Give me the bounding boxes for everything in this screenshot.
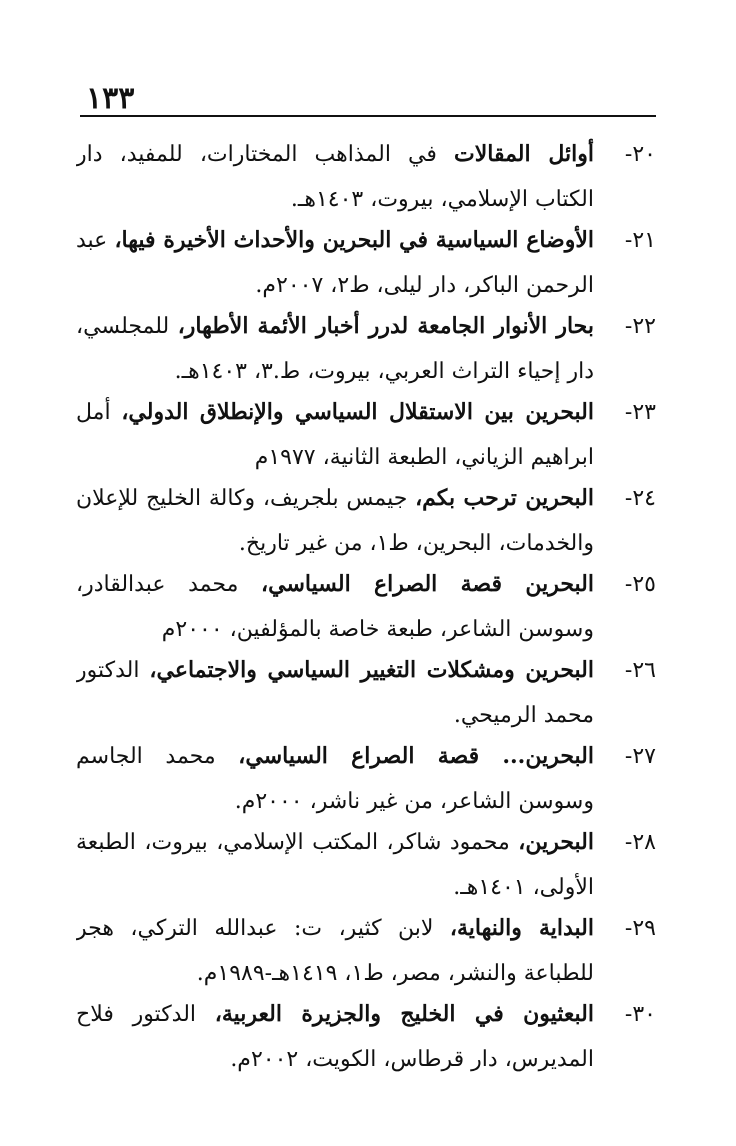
entry-body [76,992,594,1078]
entry-details: جيمس بلجريف، وكالة الخليج للإعلان والخدمات، البحرين، ط١، من غير تاريخ. [76,486,594,556]
bibliography-entry-25 [76,562,656,648]
entry-body [76,218,594,304]
entry-title: أوائل المقالات [453,141,594,167]
entry-body [76,734,594,820]
entry-number: ٢٧- [624,744,656,769]
page-number: ١٣٣ [86,81,135,116]
bibliography-entry-21 [76,218,656,304]
header-rule [80,115,656,117]
entry-body [76,820,594,906]
entry-number: ٢٢- [624,314,656,339]
bibliography-entry-24 [76,476,656,562]
entry-details: للمجلسي، دار إحياء التراث العربي، بيروت، ط.٣، ١٤٠٣هـ. [76,314,594,384]
entry-details: لابن كثير، ت: عبدالله التركي، هجر للطباعة والنشر، مصر، ط١، ١٤١٩هـ-١٩٨٩م. [76,916,594,986]
bibliography-entry-26 [76,648,656,734]
entry-number: ٢١- [624,228,656,253]
entry-number: ٢٤- [624,486,656,511]
entry-number: ٢٣- [624,400,656,425]
entry-number: ٢٩- [624,916,656,941]
entry-number: ٢٥- [624,572,656,597]
entry-number: ٣٠- [624,1002,656,1027]
entry-details: محمد الجاسم وسوسن الشاعر، من غير ناشر، ٢٠٠٠م. [76,744,594,814]
entry-details: محمود شاكر، المكتب الإسلامي، بيروت، الطبعة الأولى، ١٤٠١هـ. [76,830,594,900]
entry-details: محمد عبدالقادر، وسوسن الشاعر، طبعة خاصة بالمؤلفين، ٢٠٠٠م [76,572,594,642]
entry-body [76,648,594,734]
entry-title: البداية والنهاية، [449,915,594,941]
entry-details: الدكتور محمد الرميحي. [76,658,594,728]
entry-body [76,390,594,476]
bibliography-entry-30 [76,992,656,1078]
bibliography-entry-23 [76,390,656,476]
entry-number: ٢٨- [624,830,656,855]
entry-details: الدكتور فلاح المديرس، دار قرطاس، الكويت، ٢٠٠٢م. [76,1002,594,1072]
entry-title: البحرين ومشكلات التغيير السياسي والاجتماعي، [149,657,594,683]
bibliography-entry-20 [76,132,656,218]
bibliography-entry-27 [76,734,656,820]
entry-title: الأوضاع السياسية في البحرين والأحداث الأخيرة فيها، [114,227,594,253]
entry-title: البحرين قصة الصراع السياسي، [261,571,594,597]
entry-title: البحرين... قصة الصراع السياسي، [238,743,594,769]
entry-title: البحرين بين الاستقلال السياسي والإنطلاق الدولي، [121,399,594,425]
entry-details: أمل ابراهيم الزياني، الطبعة الثانية، ١٩٧٧م [76,400,594,470]
entry-body [76,304,594,390]
entry-title: بحار الأنوار الجامعة لدرر أخبار الأئمة الأطهار، [177,313,594,339]
entry-number: ٢٦- [624,658,656,683]
entry-title: البعثيون في الخليج والجزيرة العربية، [214,1001,594,1027]
bibliography-entry-22 [76,304,656,390]
entry-title: البحرين، [518,829,594,855]
entry-body [76,132,594,218]
entry-title: البحرين ترحب بكم، [415,485,594,511]
entry-body [76,562,594,648]
entry-body [76,906,594,992]
entry-details: في المذاهب المختارات، للمفيد، دار الكتاب الإسلامي، بيروت، ١٤٠٣هـ. [76,142,594,212]
entry-body [76,476,594,562]
bibliography-entry-29 [76,906,656,992]
bibliography-list [76,132,656,1078]
entry-number: ٢٠- [624,142,656,167]
bibliography-entry-28 [76,820,656,906]
entry-details: عبد الرحمن الباكر، دار ليلى، ط٢، ٢٠٠٧م. [76,228,594,298]
